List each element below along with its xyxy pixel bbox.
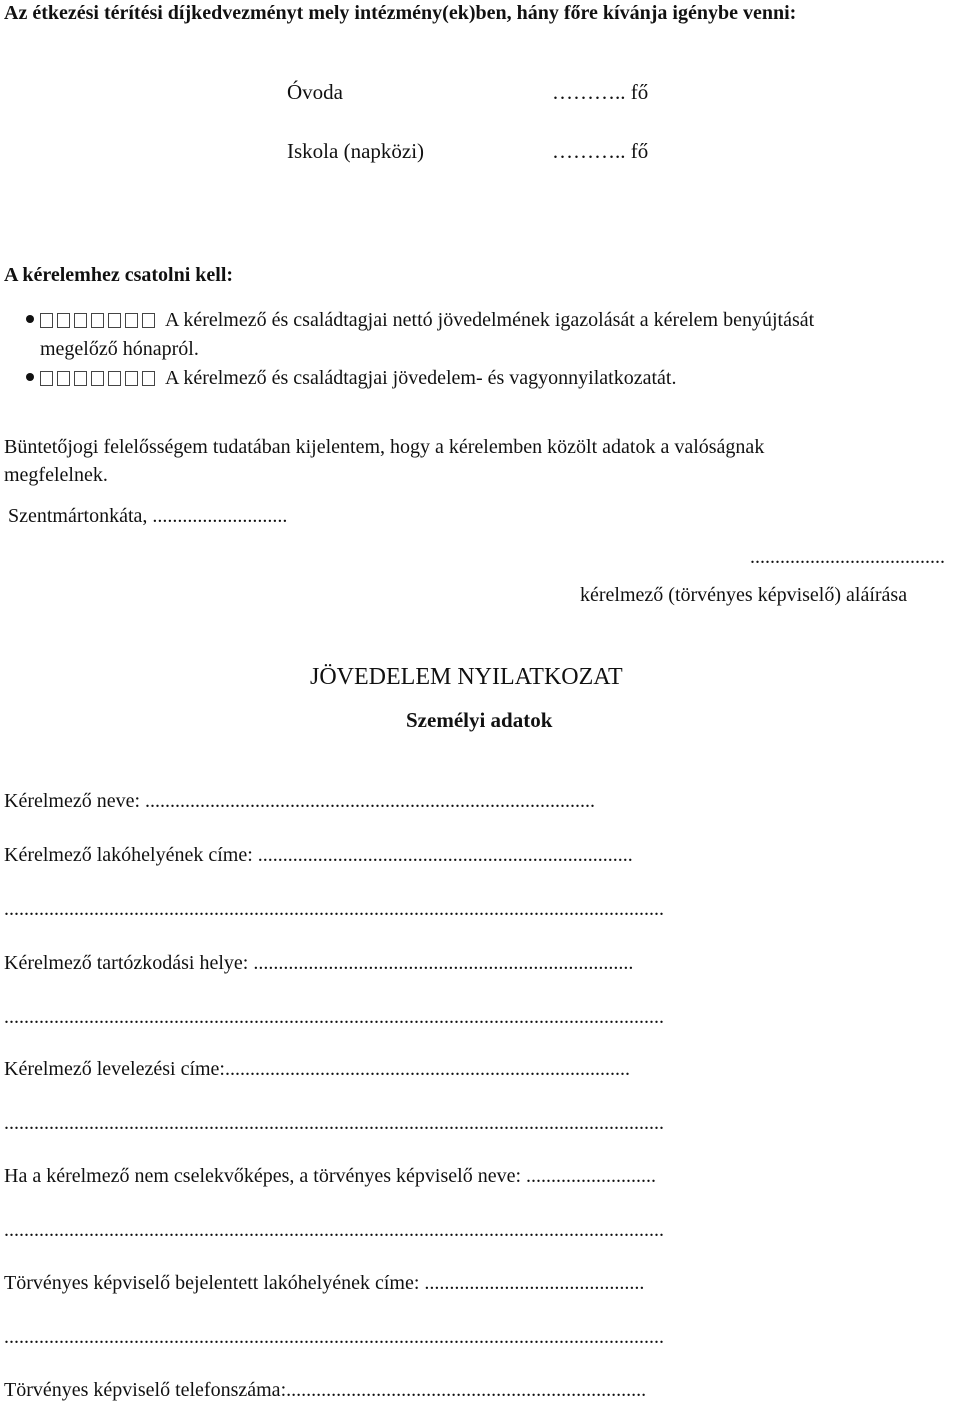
income-subtitle: Személyi adatok [406, 708, 553, 732]
field-mailing-address[interactable]: Kérelmező levelezési címe:................................................................................. [4, 1058, 630, 1080]
declaration-line1: Büntetőjogi felelősségem tudatában kijelentem, hogy a kérelemben közölt adatok a valóságnak [4, 436, 765, 458]
declaration-line2: megfelelnek. [4, 464, 108, 486]
signature-label: kérelmező (törvényes képviselő) aláírása [580, 584, 908, 606]
field-stay-address-cont[interactable]: .................................................................................................................................... [4, 1006, 664, 1028]
field-applicant-name[interactable]: Kérelmező neve: .......................................................................................... [4, 790, 596, 812]
row-value-iskola[interactable]: ……….. fő [552, 139, 649, 163]
attach-item-1-line2: megelőző hónapról. [40, 338, 199, 360]
field-residence-address-cont[interactable]: .................................................................................................................................... [4, 898, 664, 920]
income-title: JÖVEDELEM NYILATKOZAT [310, 664, 623, 690]
field-representative-phone[interactable]: Törvényes képviselő telefonszáma:........................................................................ [4, 1379, 647, 1401]
row-label-iskola: Iskola (napközi) [287, 139, 425, 163]
attach-item-1-line1: A kérelmező és családtagjai nettó jövedelmének igazolását a kérelem benyújtását [165, 309, 815, 331]
missing-glyph-boxes [40, 309, 159, 332]
attach-item-1 [26, 309, 814, 332]
field-mailing-address-cont[interactable]: .................................................................................................................................... [4, 1112, 664, 1134]
field-representative-address-cont[interactable]: .................................................................................................................................... [4, 1326, 664, 1348]
attach-heading: A kérelemhez csatolni kell: [4, 264, 234, 286]
bullet-icon [26, 373, 34, 381]
attach-item-2 [26, 367, 676, 390]
place-date[interactable]: Szentmártonkáta, ........................... [8, 505, 288, 527]
missing-glyph-boxes [40, 367, 159, 390]
field-representative-name[interactable]: Ha a kérelmező nem cselekvőképes, a törvényes képviselő neve: .......................... [4, 1165, 657, 1187]
attach-item-2-line1: A kérelmező és családtagjai jövedelem- és vagyonnyilatkozatát. [165, 367, 677, 389]
field-residence-address[interactable]: Kérelmező lakóhelyének címe: ........................................................................... [4, 844, 633, 866]
row-label-ovoda: Óvoda [287, 80, 343, 104]
field-representative-name-cont[interactable]: .................................................................................................................................... [4, 1219, 664, 1241]
field-representative-address[interactable]: Törvényes képviselő bejelentett lakóhelyének címe: ............................................ [4, 1272, 645, 1294]
row-value-ovoda[interactable]: ……….. fő [552, 80, 649, 104]
field-stay-address[interactable]: Kérelmező tartózkodási helye: ............................................................................ [4, 952, 634, 974]
intro-question: Az étkezési térítési díjkedvezményt mely intézmény(ek)ben, hány főre kívánja igénybe venni: [4, 2, 797, 24]
signature-line[interactable]: ....................................... [750, 546, 945, 568]
bullet-icon [26, 315, 34, 323]
